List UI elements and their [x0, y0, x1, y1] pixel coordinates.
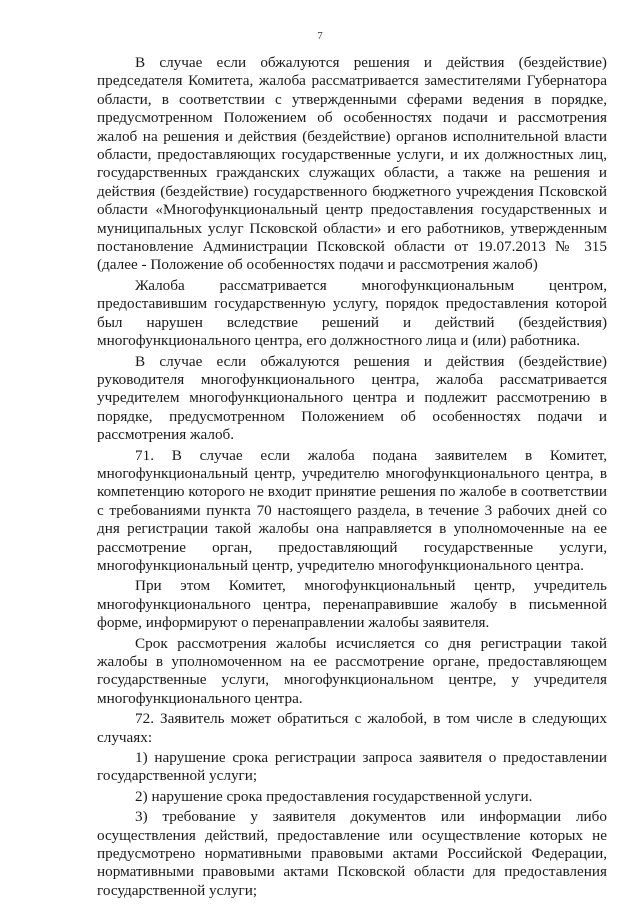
- paragraph: В случае если обжалуются решения и действия (бездействие) председателя Комитета, жалоба рассматривается заместителями Губернатора области, в соответствии с утвержденными сферами ведения в порядке, предусмотренном Положением об особенностях подачи и рассмотрения жалоб на решения и действия (бездействие) органов исполнительной власти области, предоставляющих государственные услуги, и их должностных лиц, государственных гражданских служащих области, а также на решения и действия (бездействие) государственного бюджетного учреждения Псковской области «Многофункциональный центр предоставления государственных и муниципальных услуг Псковской области» и его работников, утвержденным постановление Администрации Псковской области от 19.07.2013 № 315 (далее - Положение об особенностях подачи и рассмотрения жалоб): [97, 54, 607, 274]
- list-item: 2) нарушение срока предоставления государственной услуги.: [135, 787, 533, 805]
- list-item: 3) требование у заявителя документов или информации либо осуществления действий, предоставление или осуществление которых не предусмотрено нормативными правовыми актами Российской Федерации, нормативными правовыми актами Псковской области для предоставления государственной услуги;: [97, 808, 607, 899]
- paragraph: При этом Комитет, многофункциональный центр, учредитель многофункционального центра, перенаправившие жалобу в письменной форме, информируют о перенаправлении жалобы заявителя.: [97, 577, 607, 632]
- paragraph-item-72: 72. Заявитель может обратиться с жалобой, в том числе в следующих случаях:: [97, 710, 607, 746]
- list-item: 1) нарушение срока регистрации запроса заявителя о предоставлении государственной услуги;: [97, 749, 607, 785]
- paragraph-item-71: 71. В случае если жалоба подана заявителем в Комитет, многофункциональный центр, учредителю многофункционального центра, в компетенцию которого не входит принятие решения по жалобе в соответствии с требованиями пункта 70 настоящего раздела, в течение 3 рабочих дней со дня регистрации такой жалобы она направляется в уполномоченные на ее рассмотрение орган, предоставляющий государственные услуги, многофункциональный центр, учредителю многофункционального центра.: [97, 446, 607, 574]
- paragraph: В случае если обжалуются решения и действия (бездействие) руководителя многофункционального центра, жалоба рассматривается учредителем многофункционального центра и подлежит рассмотрению в порядке, предусмотренном Положением об особенностях подачи и рассмотрения жалоб.: [97, 352, 607, 444]
- paragraph: Срок рассмотрения жалобы исчисляется со дня регистрации такой жалобы в уполномоченном на ее рассмотрение органе, предоставляющем государственные услуги, многофункциональном центре, у учредителя многофункционального центра.: [97, 634, 607, 707]
- document-body: [97, 54, 607, 902]
- page-number: 7: [317, 30, 323, 42]
- paragraph: Жалоба рассматривается многофункциональным центром, предоставившим государственную услугу, порядок предоставления которой был нарушен вследствие решений и действий (бездействия) многофункционального центра, его должностного лица и (или) работника.: [97, 276, 607, 350]
